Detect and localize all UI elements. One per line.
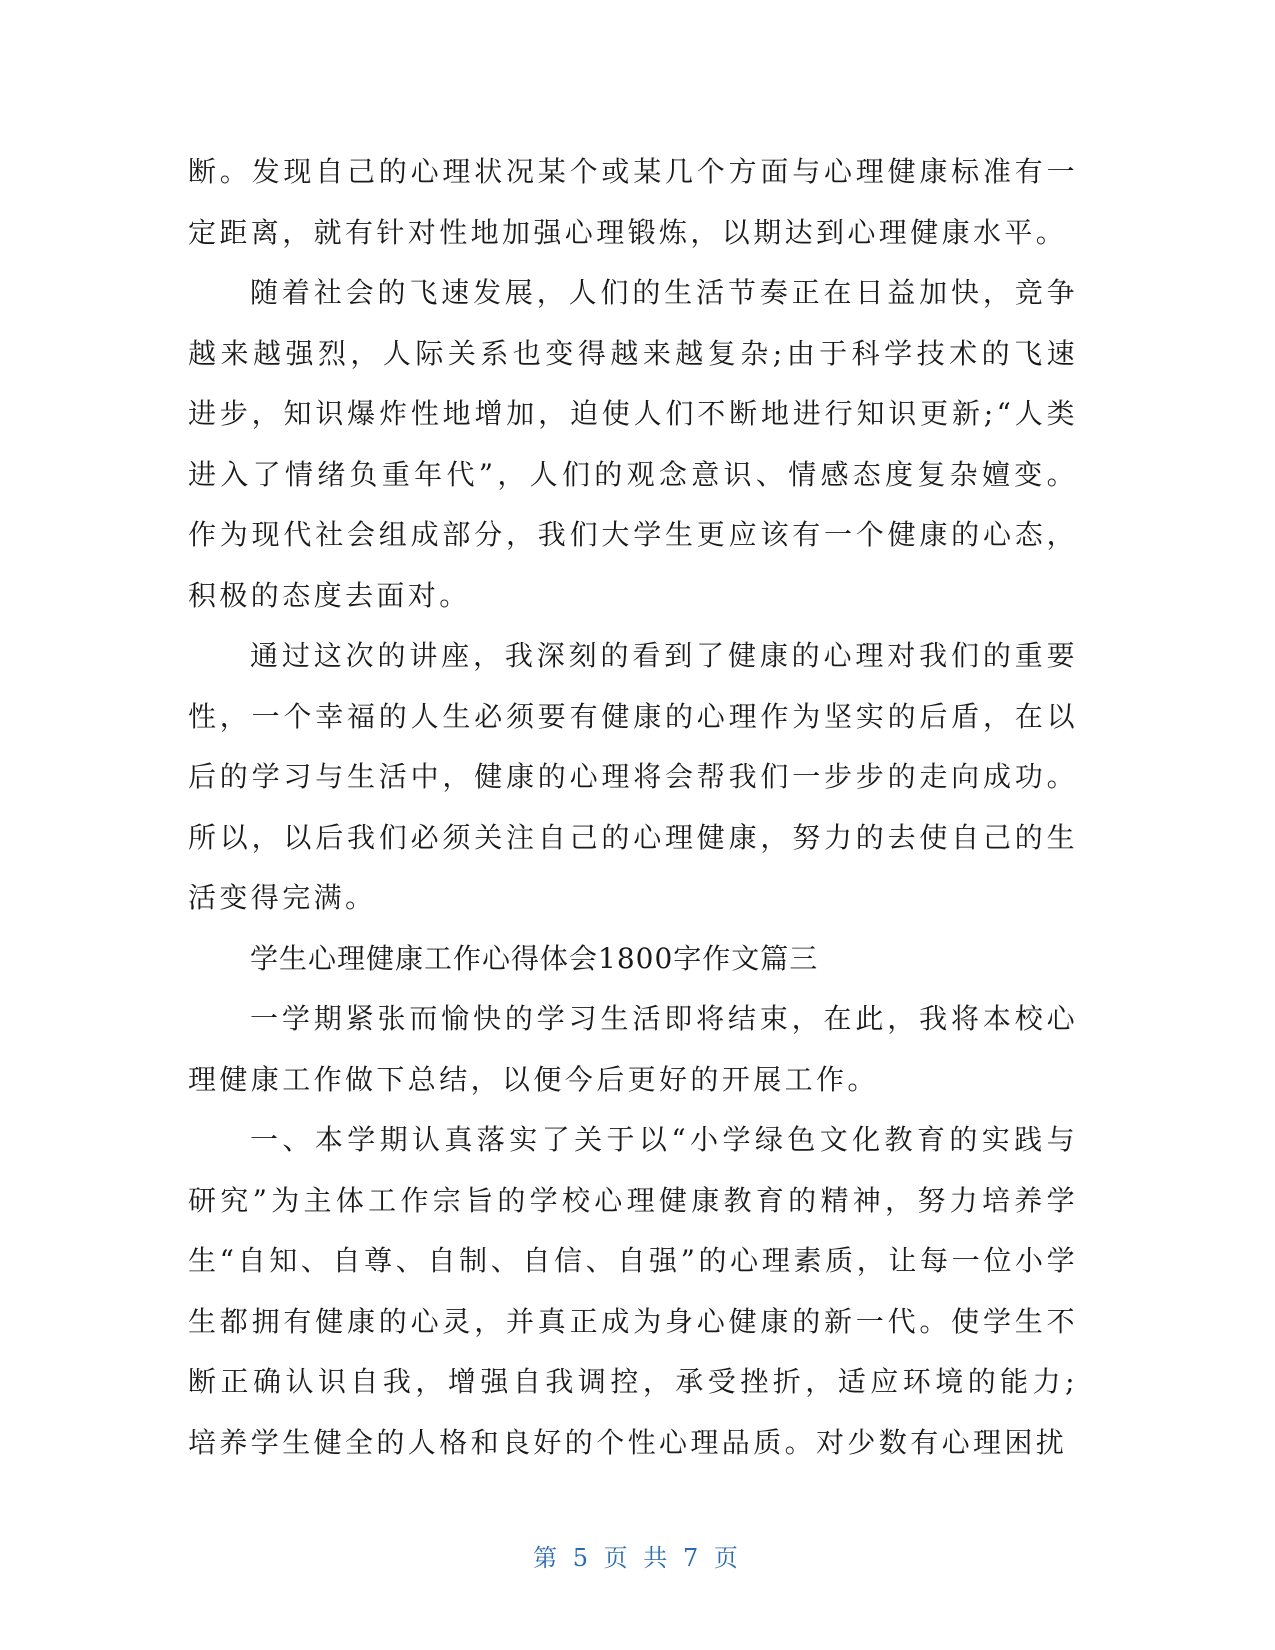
- paragraph-work-item-one: 一、本学期认真落实了关于以“小学绿色文化教育的实践与研究”为主体工作宗旨的学校心理健康教育的精神，努力培养学生“自知、自尊、自制、自信、自强”的心理素质，让每一位小学生都拥有健康的心灵，并真正成为身心健康的新一代。使学生不断正确认识自我，增强自我调控，承受挫折，适应环境的能力;培养学生健全的人格和良好的个性心理品质。对少数有心理困扰: [188, 1123, 1078, 1459]
- page-number: 第 5 页 共 7 页: [533, 1544, 742, 1572]
- page-footer: [0, 1538, 1275, 1573]
- paragraph-continuation: 断。发现自己的心理状况某个或某几个方面与心理健康标准有一定距离，就有针对性地加强心理锻炼，以期达到心理健康水平。: [188, 155, 1078, 249]
- document-body: [188, 142, 1078, 1473]
- paragraph-social-development: 随着社会的飞速发展，人们的生活节奏正在日益加快，竞争越来越强烈，人际关系也变得越来越复杂;由于科学技术的飞速进步，知识爆炸性地增加，迫使人们不断地进行知识更新;“人类进入了情绪负重年代”，人们的观念意识、情感态度复杂嬗变。作为现代社会组成部分，我们大学生更应该有一个健康的心态，积极的态度去面对。: [188, 276, 1078, 612]
- paragraph-semester-summary: 一学期紧张而愉快的学习生活即将结束，在此，我将本校心理健康工作做下总结，以便今后更好的开展工作。: [188, 1002, 1078, 1096]
- section-heading: 学生心理健康工作心得体会1800字作文篇三: [250, 941, 819, 975]
- paragraph-lecture-reflection: 通过这次的讲座，我深刻的看到了健康的心理对我们的重要性，一个幸福的人生必须要有健康的心理作为坚实的后盾，在以后的学习与生活中，健康的心理将会帮我们一步步的走向成功。所以，以后我们必须关注自己的心理健康，努力的去使自己的生活变得完满。: [188, 639, 1078, 914]
